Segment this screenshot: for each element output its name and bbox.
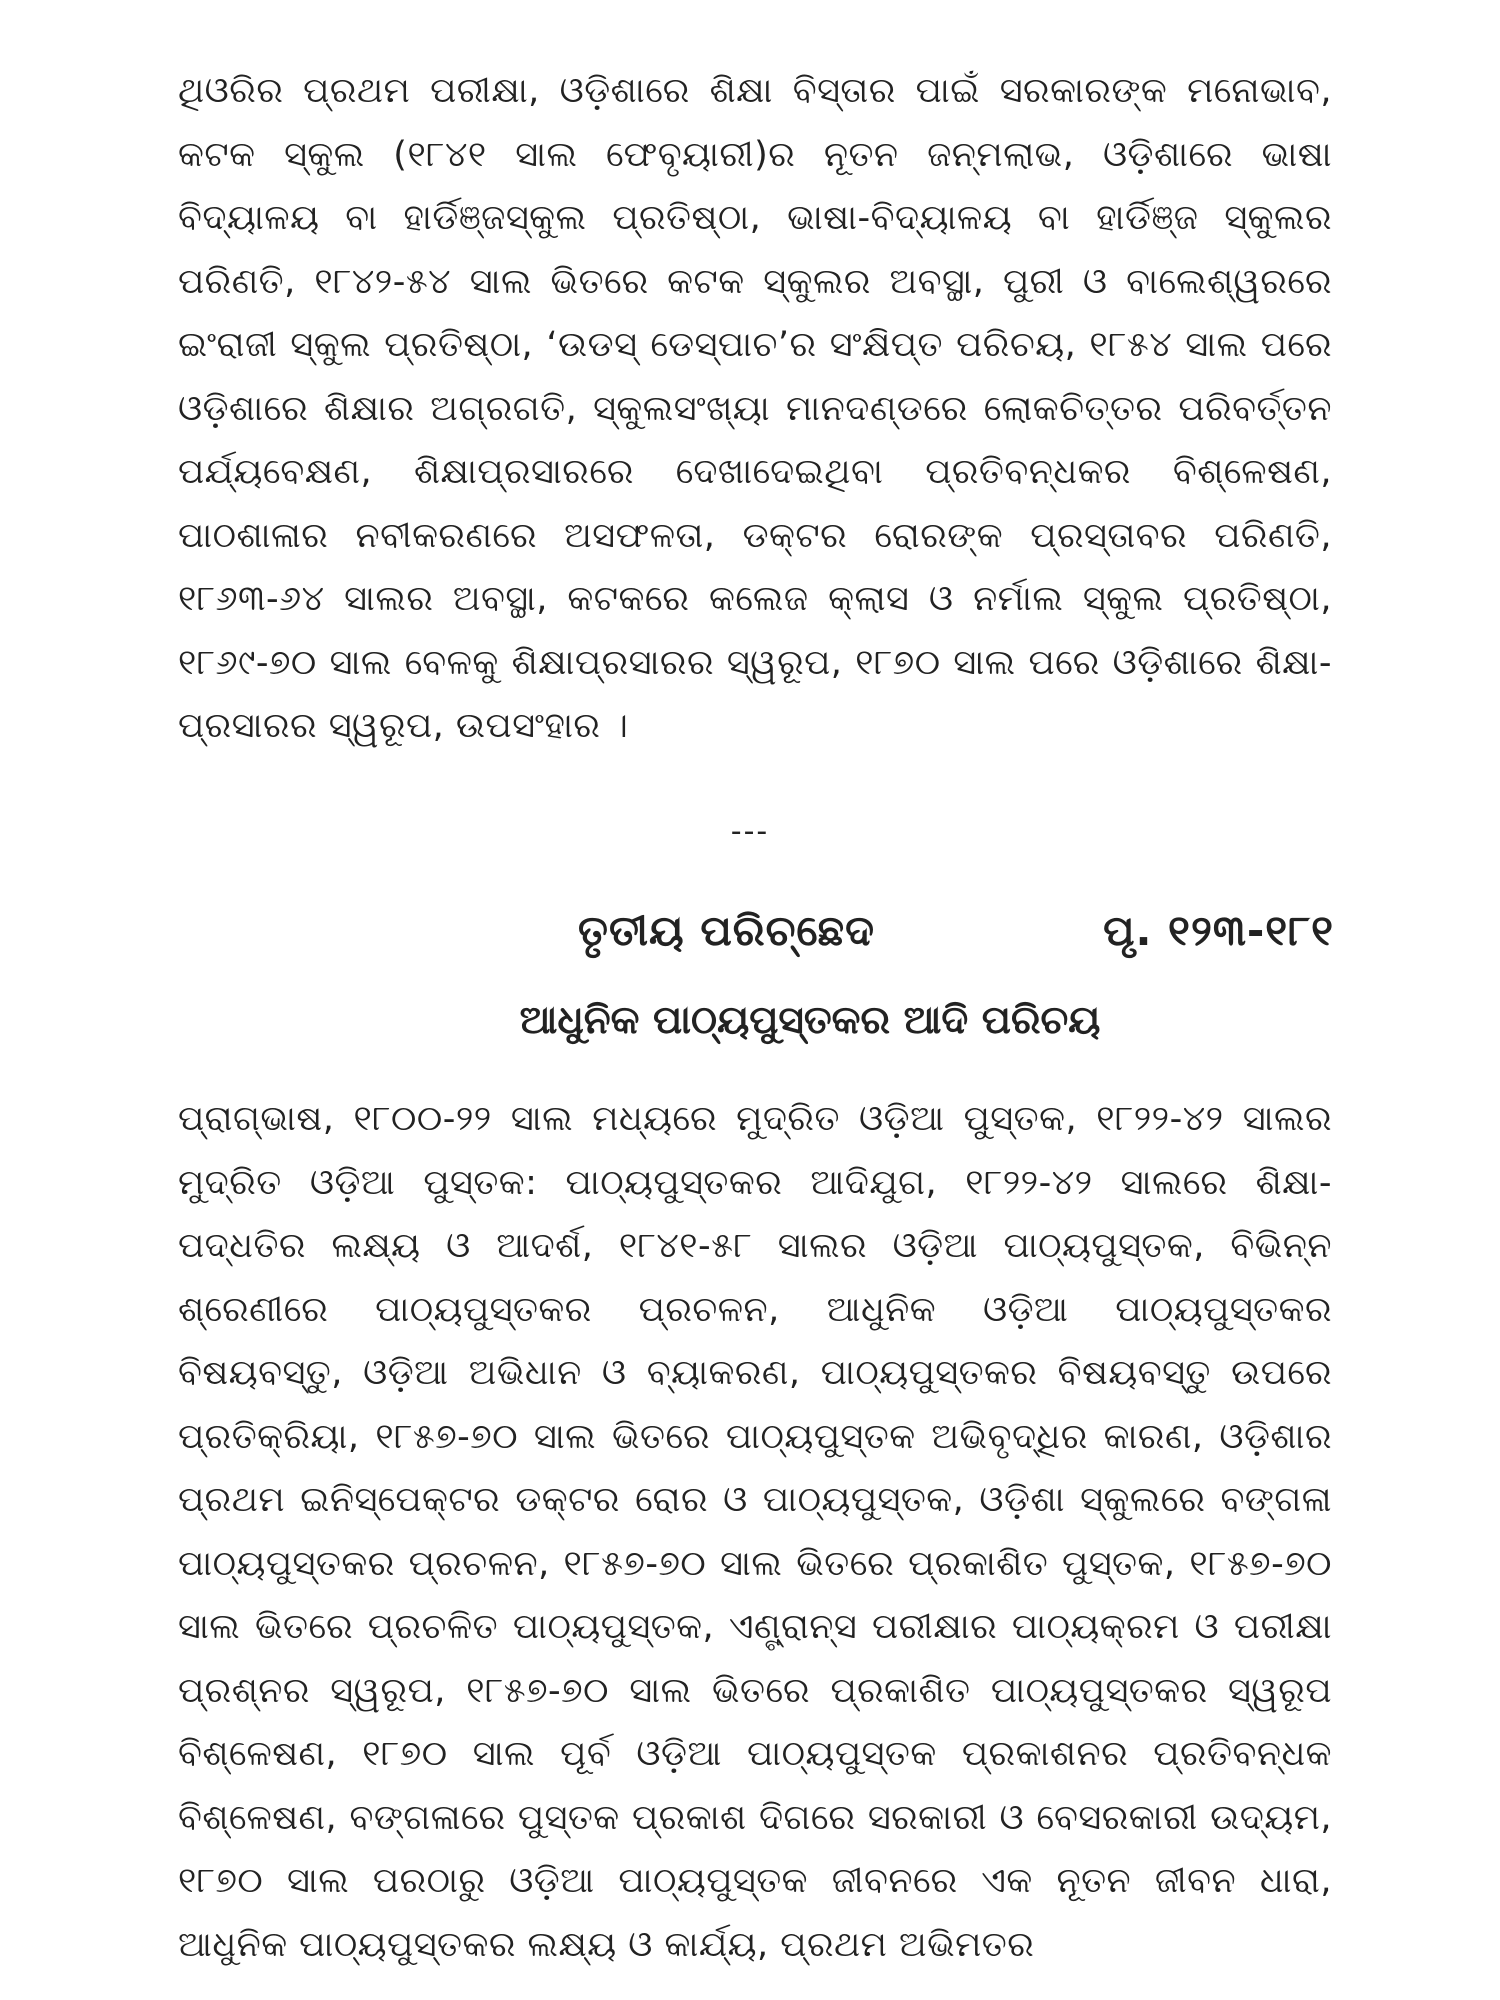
chapter-page-range: ପୃ. ୧୨୩-୧୮୧ xyxy=(1103,906,1334,955)
section-separator: --- xyxy=(730,814,770,849)
chapter-heading xyxy=(578,896,1334,966)
contents-paragraph-chapter-three: ପ୍ରାଗ୍‌ଭାଷ, ୧୮୦୦-୨୨ ସାଲ ମଧ୍ୟରେ ମୁଦ୍ରିତ ଓଡ଼ିଆ ପୁସ୍ତକ, ୧୮୨୨-୪୨ ସାଲର ମୁଦ୍ରିତ ଓଡ଼ିଆ ପୁସ୍ତକ: ପାଠ୍ୟପୁସ୍ତକର ଆଦିଯୁଗ, ୧୮୨୨-୪୨ ସାଲରେ ଶିକ୍ଷା-ପଦ୍ଧତିର ଲକ୍ଷ୍ୟ ଓ ଆଦର୍ଶ, ୧୮୪୧-୫୮ ସାଲର ଓଡ଼ିଆ ପାଠ୍ୟପୁସ୍ତକ, ବିଭିନ୍ନ ଶ୍ରେଣୀରେ ପାଠ୍ୟପୁସ୍ତକର ପ୍ରଚଳନ, ଆଧୁନିକ ଓଡ଼ିଆ ପାଠ୍ୟପୁସ୍ତକର ବିଷୟବସ୍ତୁ, ଓଡ଼ିଆ ଅଭିଧାନ ଓ ବ୍ୟାକରଣ, ପାଠ୍ୟପୁସ୍ତକର ବିଷୟବସ୍ତୁ ଉପରେ ପ୍ରତିକ୍ରିୟା, ୧୮୫୭-୭୦ ସାଲ ଭିତରେ ପାଠ୍ୟପୁସ୍ତକ ଅଭିବୃଦ୍ଧିର କାରଣ, ଓଡ଼ିଶାର ପ୍ରଥମ ଇନିସ୍‌ପେକ୍ଟର ଡକ୍ଟର ରୋର ଓ ପାଠ୍ୟପୁସ୍ତକ, ଓଡ଼ିଶା ସ୍କୁଲରେ ବଙ୍ଗଳା ପାଠ୍ୟପୁସ୍ତକର ପ୍ରଚଳନ, ୧୮୫୭-୭୦ ସାଲ ଭିତରେ ପ୍ରକାଶିତ ପୁସ୍ତକ, ୧୮୫୭-୭୦ ସାଲ ଭିତରେ ପ୍ରଚଳିତ ପାଠ୍ୟପୁସ୍ତକ, ଏଣ୍ଟ୍ରାନ୍‌ସ ପରୀକ୍ଷାର ପାଠ୍ୟକ୍ରମ ଓ ପରୀକ୍ଷା ପ୍ରଶ୍ନର ସ୍ୱରୂପ, ୧୮୫୭-୭୦ ସାଲ ଭିତରେ ପ୍ରକାଶିତ ପାଠ୍ୟପୁସ୍ତକର ସ୍ୱରୂପ ବିଶ୍ଳେଷଣ, ୧୮୭୦ ସାଲ ପୂର୍ବ ଓଡ଼ିଆ ପାଠ୍ୟପୁସ୍ତକ ପ୍ରକାଶନର ପ୍ରତିବନ୍ଧକ ବିଶ୍ଳେଷଣ, ବଙ୍ଗଳାରେ ପୁସ୍ତକ ପ୍ରକାଶ ଦିଗରେ ସରକାରୀ ଓ ବେସରକାରୀ ଉଦ୍ୟମ, ୧୮୭୦ ସାଲ ପରଠାରୁ ଓଡ଼ିଆ ପାଠ୍ୟପୁସ୍ତକ ଜୀବନରେ ଏକ ନୂତନ ଜୀବନ ଧାରା, ଆଧୁନିକ ପାଠ୍ୟପୁସ୍ତକର ଲକ୍ଷ୍ୟ ଓ କାର୍ଯ୍ୟ, ପ୍ରଥମ ଅଭିମତର xyxy=(178,1099,1333,1965)
contents-paragraph-chapter-two: ଥିଓରିର ପ୍ରଥମ ପରୀକ୍ଷା, ଓଡ଼ିଶାରେ ଶିକ୍ଷା ବିସ୍ତାର ପାଇଁ ସରକାରଙ୍କ ମନୋଭାବ, କଟକ ସ୍କୁଲ (୧୮୪୧ ସାଲ ଫେବୃୟାରୀ)ର ନୂତନ ଜନ୍ମଲାଭ, ଓଡ଼ିଶାରେ ଭାଷା ବିଦ୍ୟାଳୟ ବା ହାର୍ଡିଞ୍ଜସ୍କୁଲ ପ୍ରତିଷ୍ଠା, ଭାଷା-ବିଦ୍ୟାଳୟ ବା ହାର୍ଡିଞ୍ଜ ସ୍କୁଲର ପରିଣତି, ୧୮୪୨-୫୪ ସାଲ ଭିତରେ କଟକ ସ୍କୁଲର ଅବସ୍ଥା, ପୁରୀ ଓ ବାଲେଶ୍ୱରରେ ଇଂରାଜୀ ସ୍କୁଲ ପ୍ରତିଷ୍ଠା, ‘ଉଡସ୍ ଡେସ୍‌ପାଚ’ର ସଂକ୍ଷିପ୍ତ ପରିଚୟ, ୧୮୫୪ ସାଲ ପରେ ଓଡ଼ିଶାରେ ଶିକ୍ଷାର ଅଗ୍ରଗତି, ସ୍କୁଲସଂଖ୍ୟା ମାନଦଣ୍ଡରେ ଲୋକଚିତ୍ତର ପରିବର୍ତ୍ତନ ପର୍ଯ୍ୟବେକ୍ଷଣ, ଶିକ୍ଷାପ୍ରସାରରେ ଦେଖାଦେଇଥିବା ପ୍ରତିବନ୍ଧକର ବିଶ୍ଳେଷଣ, ପାଠଶାଳାର ନବୀକରଣରେ ଅସଫଳତା, ଡକ୍ଟର ରୋରଙ୍କ ପ୍ରସ୍ତାବର ପରିଣତି, ୧୮୬୩-୬୪ ସାଲର ଅବସ୍ଥା, କଟକରେ କଲେଜ କ୍ଲାସ ଓ ନର୍ମାଲ ସ୍କୁଲ ପ୍ରତିଷ୍ଠା, ୧୮୬୯-୭୦ ସାଲ ବେଳକୁ ଶିକ୍ଷାପ୍ରସାରର ସ୍ୱରୂପ, ୧୮୭୦ ସାଲ ପରେ ଓଡ଼ିଶାରେ ଶିକ୍ଷା-ପ୍ରସାରର ସ୍ୱରୂପ, ଉପସଂହାର । xyxy=(178,71,1332,746)
chapter-title: ତୃତୀୟ ପରିଚ୍ଛେଦ xyxy=(578,906,876,955)
section-title: ଆଧୁନିକ ପାଠ୍ୟପୁସ୍ତକର ଆଦି ପରିଚୟ xyxy=(519,998,1101,1043)
